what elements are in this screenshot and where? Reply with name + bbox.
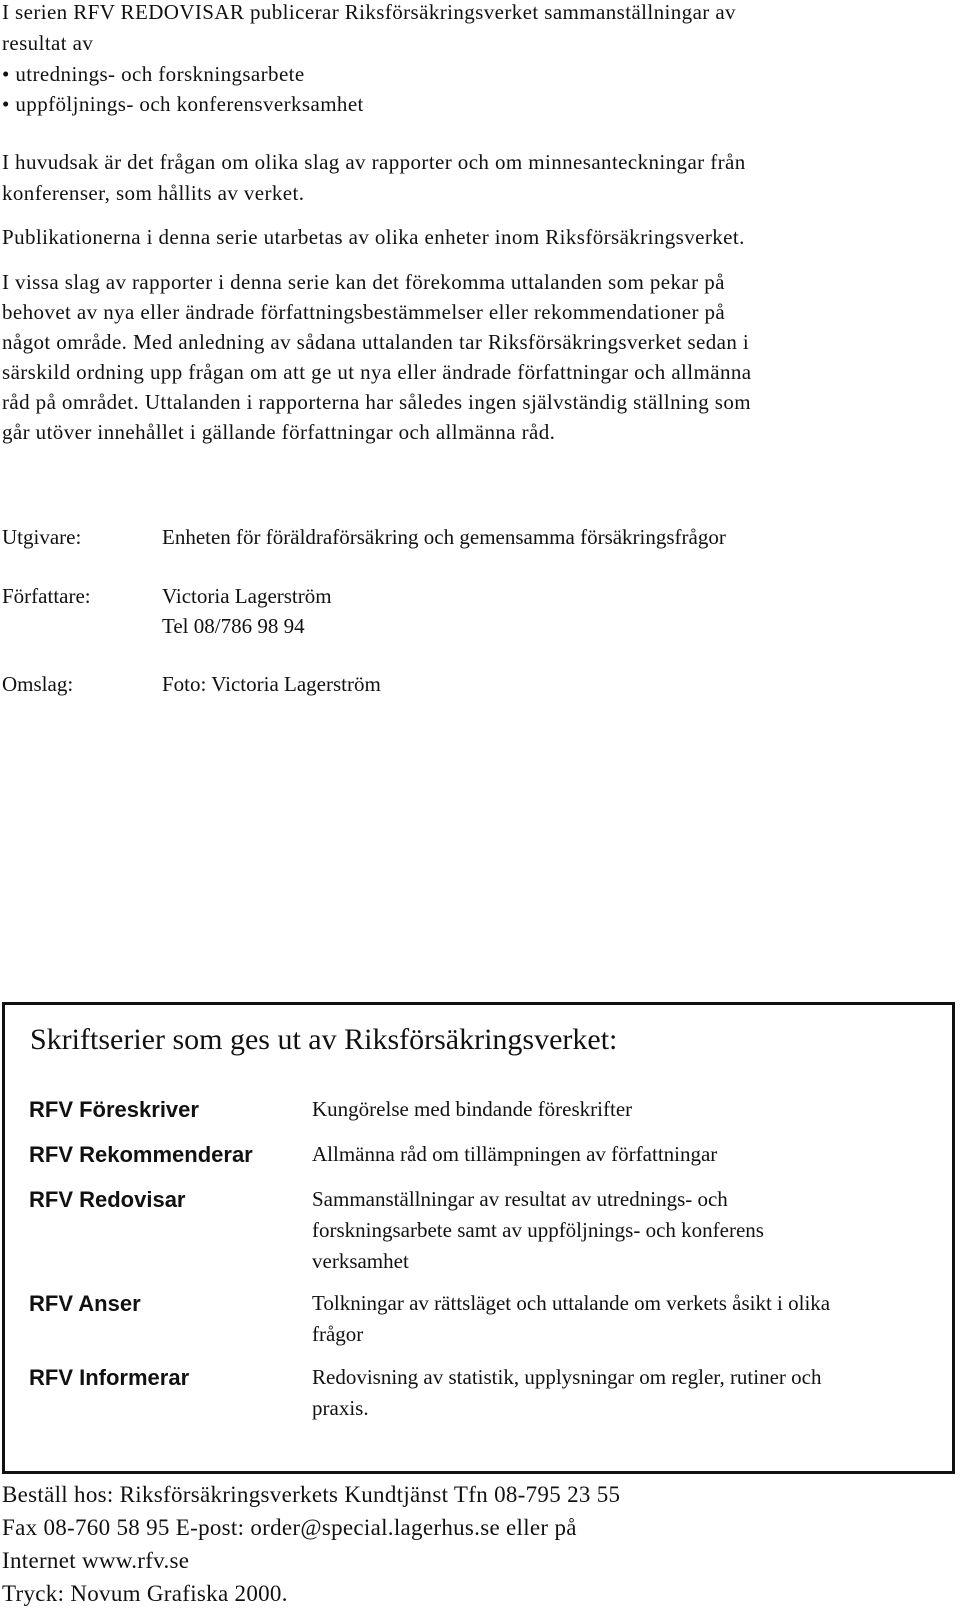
series-desc-line: praxis.	[312, 1396, 369, 1420]
series-desc	[312, 1362, 822, 1424]
series-desc	[312, 1288, 830, 1350]
series-desc-line: Allmänna råd om tillämpningen av författningar	[312, 1142, 718, 1166]
credit-label: Författare:	[2, 584, 91, 608]
credit-label: Utgivare:	[2, 525, 82, 549]
bullet-item: • utrednings- och forskningsarbete	[2, 62, 305, 86]
series-name: RFV Redovisar	[29, 1187, 186, 1212]
intro-line: I serien RFV REDOVISAR publicerar Riksförsäkringsverket sammanställningar av	[2, 0, 736, 24]
intro-line: resultat av	[2, 31, 94, 55]
series-desc-line: forskningsarbete samt av uppföljnings- och konferens	[312, 1218, 764, 1242]
order-line: Tryck: Novum Grafiska 2000.	[2, 1581, 288, 1606]
series-name: RFV Anser	[29, 1291, 141, 1316]
series-desc	[312, 1139, 717, 1170]
series-name: RFV Rekommenderar	[29, 1142, 253, 1167]
intro-line: I huvudsak är det frågan om olika slag av rapporter och om minnesanteckningar från	[2, 150, 746, 174]
intro-line: särskild ordning upp frågan om att ge ut nya eller ändrade författningar och allmänna	[2, 360, 752, 384]
series-name: RFV Informerar	[29, 1365, 190, 1390]
bullet-item: • uppföljnings- och konferensverksamhet	[2, 92, 364, 116]
series-box-title: Skriftserier som ges ut av Riksförsäkringsverket:	[30, 1023, 618, 1056]
intro-line: konferenser, som hållits av verket.	[2, 181, 305, 205]
series-desc-line: Tolkningar av rättsläget och uttalande om verkets åsikt i olika	[312, 1291, 831, 1315]
series-name: RFV Föreskriver	[29, 1097, 199, 1122]
intro-line: behovet av nya eller ändrade författningsbestämmelser eller rekommendationer på	[2, 300, 726, 324]
series-desc-line: frågor	[312, 1322, 364, 1346]
series-desc-line: Sammanställningar av resultat av utrednings- och	[312, 1187, 728, 1211]
credit-value: Foto: Victoria Lagerström	[162, 672, 381, 696]
intro-line: går utöver innehållet i gällande författningar och allmänna råd.	[2, 420, 556, 444]
series-desc-line: Kungörelse med bindande föreskrifter	[312, 1097, 633, 1121]
intro-line: I vissa slag av rapporter i denna serie kan det förekomma uttalanden som pekar på	[2, 270, 725, 294]
series-desc	[312, 1094, 632, 1125]
order-line: Beställ hos: Riksförsäkringsverkets Kundtjänst Tfn 08-795 23 55	[2, 1482, 621, 1507]
intro-line: Publikationerna i denna serie utarbetas av olika enheter inom Riksförsäkringsverket.	[2, 225, 745, 249]
credit-value: Victoria Lagerström	[162, 584, 332, 608]
credit-value: Tel 08/786 98 94	[162, 614, 305, 638]
series-desc-line: Redovisning av statistik, upplysningar om regler, rutiner och	[312, 1365, 822, 1389]
order-line: Fax 08-760 58 95 E-post: order@special.lagerhus.se eller på	[2, 1515, 577, 1540]
order-line: Internet www.rfv.se	[2, 1548, 190, 1573]
series-box	[2, 1002, 955, 1474]
credit-value: Enheten för föräldraförsäkring och gemensamma försäkringsfrågor	[162, 525, 726, 549]
intro-line: råd på området. Uttalanden i rapporterna har således ingen självständig ställning som	[2, 390, 751, 414]
series-desc	[312, 1184, 764, 1277]
intro-line: något område. Med anledning av sådana uttalanden tar Riksförsäkringsverket sedan i	[2, 330, 750, 354]
credit-label: Omslag:	[2, 672, 74, 696]
series-desc-line: verksamhet	[312, 1249, 409, 1273]
